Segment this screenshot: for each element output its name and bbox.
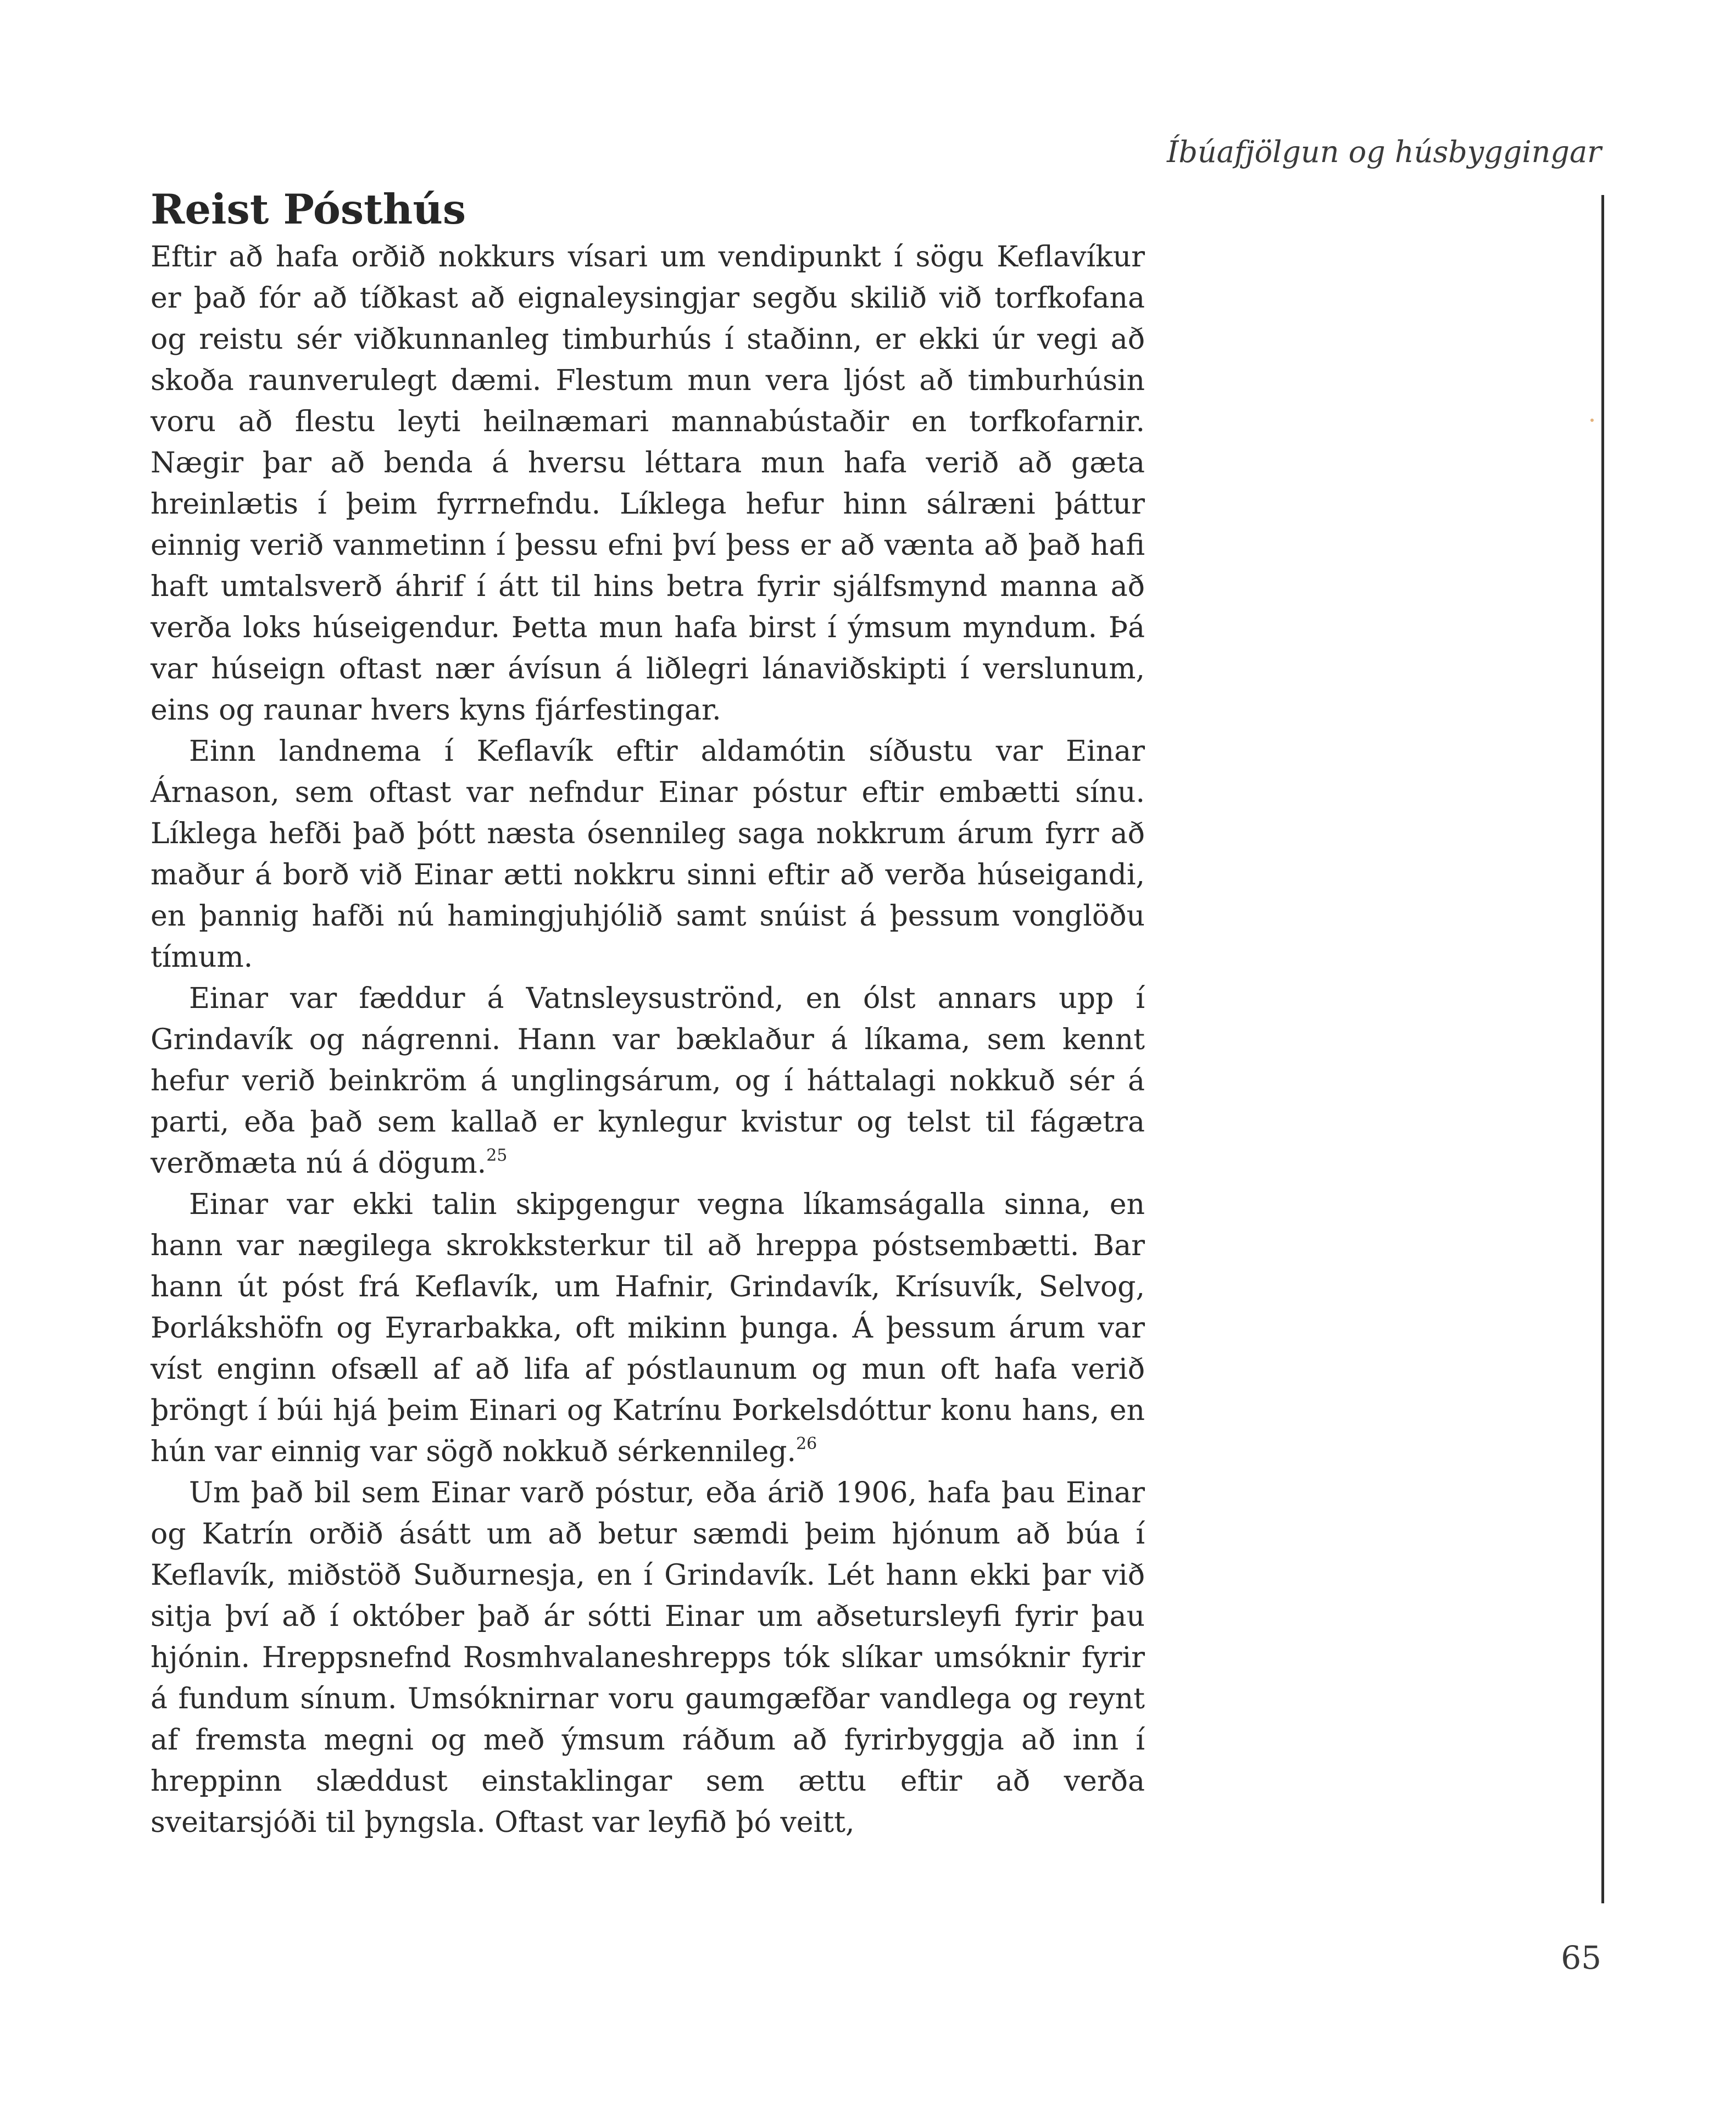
- page-number: 65: [1561, 1939, 1601, 1976]
- paragraph-3: [151, 978, 1145, 1184]
- paragraph-4: [151, 1184, 1145, 1473]
- running-header: Íbúafjölgun og húsbyggingar: [1166, 135, 1601, 169]
- footnote-ref-26: 26: [796, 1434, 817, 1453]
- margin-rule: [1601, 195, 1604, 1903]
- paragraph-5: Um það bil sem Einar varð póstur, eða árið 1906, hafa þau Einar og Katrín orðið ásátt um að betur sæmdi þeim hjónum að búa í Keflavík, miðstöð Suðurnesja, en í Grindavík. Lét hann ekki þar við sitja því að í október það ár sótti Einar um aðsetursleyfi fyrir þau hjónin. Hreppsnefnd Rosmhvalaneshrepps tók slíkar umsóknir fyrir á fundum sínum. Umsóknirnar voru gaumgæfðar vandlega og reynt af fremsta megni og með ýmsum ráðum að fyrirbyggja að inn í hreppinn slæddust einstaklingar sem ættu eftir að verða sveitarsjóði til þyngsla. Oftast var leyfið þó veitt,: [151, 1476, 1145, 1839]
- margin-speck: [1590, 419, 1594, 422]
- paragraph-1: Eftir að hafa orðið nokkurs vísari um vendipunkt í sögu Keflavíkur er það fór að tíðkast að eignaleysingjar segðu skilið við torfkofana og reistu sér viðkunnanleg timburhús í staðinn, er ekki úr vegi að skoða raunverulegt dæmi. Flestum mun vera ljóst að timburhúsin voru að flestu leyti heilnæmari mannabústaðir en torfkofarnir. Nægir þar að benda á hversu léttara mun hafa verið að gæta hreinlætis í þeim fyrrnefndu. Líklega hefur hinn sálræni þáttur einnig verið vanmetinn í þessu efni því þess er að vænta að það hafi haft umtalsverð áhrif í átt til hins betra fyrir sjálfsmynd manna að verða loks húseigendur. Þetta mun hafa birst í ýmsum myndum. Þá var húseign oftast nær ávísun á liðlegri lánaviðskipti í verslunum, eins og raunar hvers kyns fjárfestingar.: [151, 240, 1145, 727]
- footnote-ref-25: 25: [486, 1145, 508, 1165]
- section-heading: Reist Pósthús: [151, 185, 466, 233]
- body-text: [151, 187, 1145, 1843]
- paragraph-2: Einn landnema í Keflavík eftir aldamótin síðustu var Einar Árnason, sem oftast var nefndur Einar póstur eftir embætti sínu. Líklega hefði það þótt næsta ósennileg saga nokkrum árum fyrr að maður á borð við Einar ætti nokkru sinni eftir að verða húseigandi, en þannig hafði nú hamingjuhjólið samt snúist á þessum vonglöðu tímum.: [151, 734, 1145, 974]
- paragraph-3-text: Einar var fæddur á Vatnsleysuströnd, en ólst annars upp í Grindavík og nágrenni. Hann var bæklaður á líkama, sem kennt hefur verið beinkröm á unglingsárum, og í háttalagi nokkuð sér á parti, eða það sem kallað er kynlegur kvistur og telst til fágætra verðmæta nú á dögum.: [151, 982, 1145, 1180]
- paragraph-4-text: Einar var ekki talin skipgengur vegna líkamságalla sinna, en hann var nægilega skrokksterkur til að hreppa póstsembætti. Bar hann út póst frá Keflavík, um Hafnir, Grindavík, Krísuvík, Selvog, Þorlákshöfn og Eyrarbakka, oft mikinn þunga. Á þessum árum var víst enginn ofsæll af að lifa af póstlaunum og mun oft hafa verið þröngt í búi hjá þeim Einari og Katrínu Þorkelsdóttur konu hans, en hún var einnig var sögð nokkuð sérkennileg.: [151, 1188, 1145, 1468]
